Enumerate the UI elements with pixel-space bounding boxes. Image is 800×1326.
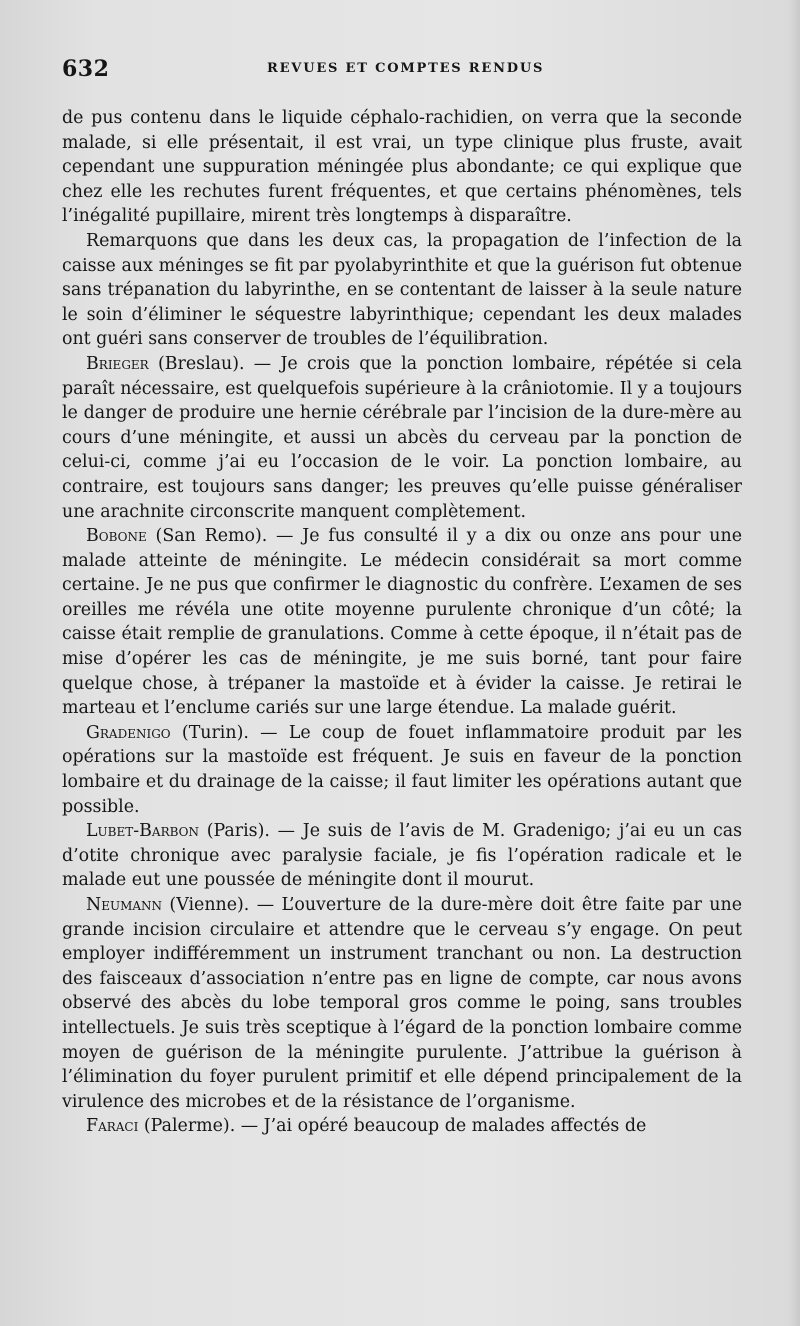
paragraph-text: (Breslau). — Je crois que la ponction lombaire, répétée si cela paraît nécessaire, est quelquefois supérieure à la crâniotomie. Il y a toujours le danger de produire une hernie cérébrale par l’incision de la dure-mère au cours d’une méningite, et aussi un abcès du cerveau par la ponction de celui-ci, comme j’ai eu l’occasion de le voir. La ponction lombaire, au contraire, est toujours sans danger; les preuves qu’elle puisse généraliser une arachnite circonscrite manquent complètement. <box>62 353 742 522</box>
page-number: 632 <box>62 56 110 82</box>
paragraph-text: (Paris). — Je suis de l’avis de M. Gradenigo; j’ai eu un cas d’otite chronique avec paralysie faciale, je fis l’opération radicale et le malade eut une poussée de méningite dont il mourut. <box>62 821 742 891</box>
speaker-name: Gradenigo <box>86 722 171 743</box>
paragraph-text: (Turin). — Le coup de fouet inflammatoire produit par les opérations sur la mastoïde est fréquent. Je suis en faveur de la ponction lombaire et du drainage de la caisse; il faut limiter les opérations autant que possible. <box>62 722 742 817</box>
running-head: REVUES ET COMPTES RENDUS <box>267 61 545 76</box>
paragraph-text: de pus contenu dans le liquide céphalo-rachidien, on verra que la seconde malade, si elle présentait, il est vrai, un type clinique plus fruste, avait cependant une suppuration méningée plus abondante; ce qui explique que chez elle les rechutes furent fréquentes, et que certains phénomènes, tels l’inégalité pupillaire, mirent très longtemps à disparaître. <box>62 108 742 227</box>
paragraph-bobone <box>62 524 742 721</box>
paragraph-text: Remarquons que dans les deux cas, la propagation de l’infection de la caisse aux méninges se fit par pyolabyrinthite et que la guérison fut obtenue sans trépanation du labyrinthe, en se contentant de laisser à la seule nature le soin d’éliminer le séquestre labyrinthique; cependant les deux malades ont guéri sans conserver de troubles de l’équilibration. <box>62 230 742 350</box>
speaker-name: Neumann <box>86 895 163 915</box>
speaker-name: Faraci <box>86 1116 139 1137</box>
paragraph-lubet-barbon <box>62 819 742 893</box>
paragraph-text: (Vienne). — L’ouverture de la dure-mère doit être faite par une grande incision circulaire et attendre que le cerveau s’y engage. On peut employer indifféremment un instrument tranchant ou non. La destruction des faisceaux d’association n’entre pas en ligne de compte, car nous avons observé des abcès du lobe temporal gros comme le poing, sans troubles intellectuels. Je suis très sceptique à l’égard de la ponction lombaire comme moyen de guérison de la méningite purulente. J’attribue la guérison à l’élimination du foyer purulent primitif et elle dépend principalement de la virulence des microbes et de la résistance de l’organisme. <box>62 895 742 1112</box>
paragraph-faraci <box>62 1114 742 1139</box>
speaker-name: Bobone <box>86 526 147 547</box>
paragraph-remarques <box>62 229 742 352</box>
paragraph-text: (San Remo). — Je fus consulté il y a dix ou onze ans pour une malade atteinte de méningite. Le médecin considérait sa mort comme certaine. Je ne pus que confirmer le diagnostic du confrère. L’examen de ses oreilles me révéla une otite moyenne purulente chronique d’un côté; la caisse était remplie de granulations. Comme à cette époque, il n’était pas de mise d’opérer les cas de méningite, je me suis borné, tant pour faire quelque chose, à trépaner la mastoïde et à évider la caisse. Je retirai le marteau et l’enclume cariés sur une large étendue. La malade guérit. <box>62 526 742 719</box>
speaker-name: Brieger <box>86 353 149 374</box>
paragraph-text: (Palerme). — J’ai opéré beaucoup de malades affectés de <box>138 1116 647 1137</box>
paragraph-continuation <box>62 106 742 229</box>
paragraph-gradenigo <box>62 721 742 819</box>
paragraph-brieger <box>62 352 742 524</box>
paragraph-neumann <box>62 893 742 1114</box>
speaker-name: Lubet-Barbon <box>86 821 199 842</box>
page-header <box>62 48 752 82</box>
body-text <box>62 106 742 1139</box>
page-edge-shadow <box>788 0 800 1326</box>
